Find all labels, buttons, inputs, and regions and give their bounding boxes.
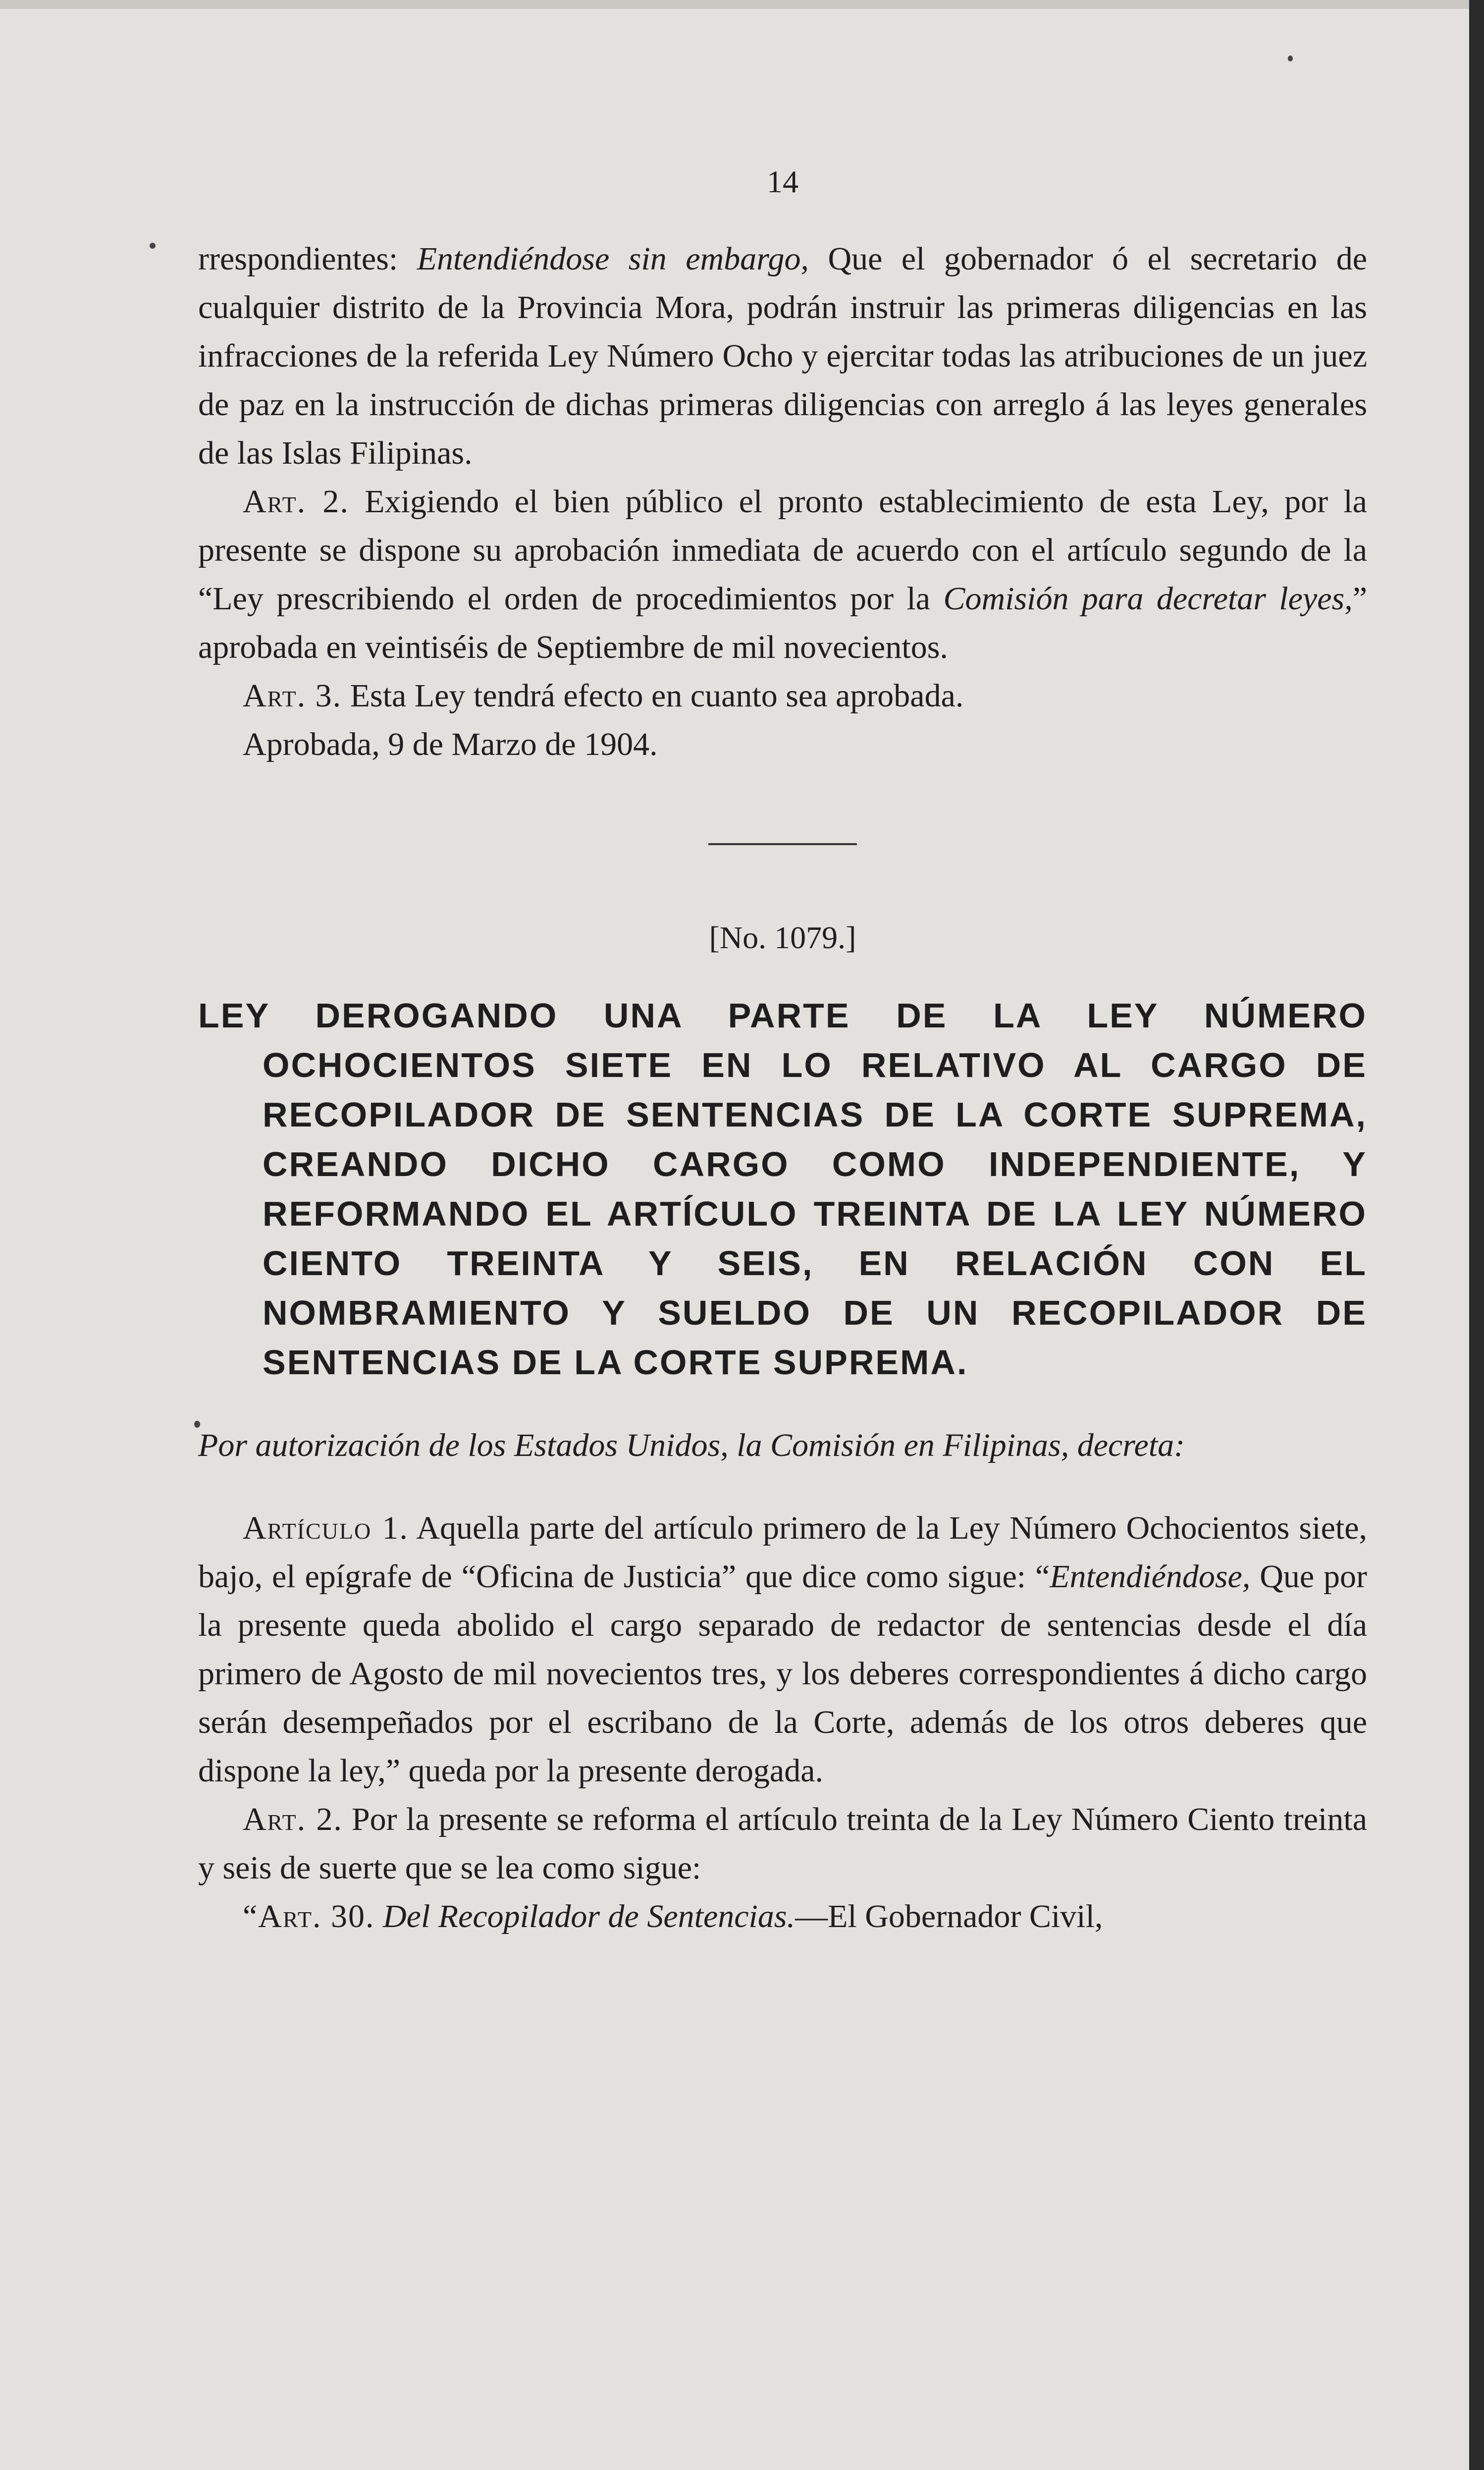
new-article-2-text: Por la presente se reforma el artículo treinta de la Ley Número Ciento treinta y seis de suerte que se lea como sigue: xyxy=(198,1801,1367,1886)
article-3-paragraph xyxy=(198,672,1367,720)
continuation-text-b: Que el gobernador ó el secretario de cualquier distrito de la Provincia Mora, podrán instruir las primeras diligencias en las infracciones de la referida Ley Número Ocho y ejercitar todas las atribuciones de un juez de paz en la instrucción de dichas primeras diligencias con arreglo á las leyes generales de las Islas Filipinas. xyxy=(198,241,1367,471)
article-2-italic: Comisión para decretar leyes, xyxy=(943,581,1353,617)
scan-speck xyxy=(1288,55,1293,61)
continuation-paragraph xyxy=(198,235,1367,478)
article-1-italic: Entendiéndose, xyxy=(1050,1558,1251,1595)
section-divider xyxy=(708,843,857,845)
article-1-label: Artículo 1. xyxy=(243,1510,409,1546)
article-3-text: Esta Ley tendrá efecto en cuanto sea aprobada. xyxy=(342,678,964,714)
law-title: LEY DEROGANDO UNA PARTE DE LA LEY NÚMERO OCHOCIENTOS SIETE EN LO RELATIVO AL CARGO DE RECOPILADOR DE SENTENCIAS DE LA CORTE SUPREMA, CREANDO DICHO CARGO COMO INDEPENDIENTE, Y REFORMANDO EL ARTÍCULO TREINTA DE LA LEY NÚMERO CIENTO TREINTA Y SEIS, EN RELACIÓN CON EL NOMBRAMIENTO Y SUELDO DE UN RECOPILADOR DE SENTENCIAS DE LA CORTE SUPREMA. xyxy=(198,996,1367,1382)
article-2-text-b: ” aprobada en veintiséis de Septiembre de mil novecientos. xyxy=(198,581,1367,665)
article-2-label: Art. 2. xyxy=(243,483,349,520)
decree-clause: Por autorización de los Estados Unidos, la Comisión en Filipinas, decreta: xyxy=(198,1427,1185,1463)
article-1-text-a: Aquella parte del artículo primero de la Ley Número Ochocientos siete, bajo, el epígrafe de “Oficina de Justicia” que dice como sigue: “ xyxy=(198,1510,1367,1595)
scan-speck xyxy=(150,243,156,249)
article-30-heading: Del Recopilador de Sentencias. xyxy=(382,1898,795,1934)
law-number: [No. 1079.] xyxy=(709,920,856,955)
continuation-italic: Entendiéndose sin embargo, xyxy=(417,241,809,277)
new-article-2-paragraph xyxy=(198,1795,1367,1892)
scan-top-edge xyxy=(0,0,1484,9)
article-3-label: Art. 3. xyxy=(243,678,342,714)
article-1-paragraph xyxy=(198,1504,1367,1795)
article-30-text: —El Gobernador Civil, xyxy=(795,1898,1103,1934)
scan-right-edge xyxy=(1469,0,1484,2470)
article-1-text-b: Que por la presente queda abolido el cargo separado de redactor de sentencias desde el día primero de Agosto de mil novecientos tres, y los deberes correspondientes á dicho cargo serán desempeñados por el escribano de la Corte, además de los otros deberes que dispone la ley,” queda por la presente derogada. xyxy=(198,1558,1368,1789)
continuation-text-a: rrespondientes: xyxy=(198,241,417,277)
document-page xyxy=(198,163,1367,1941)
article-2-text-a: Exigiendo el bien público el pronto establecimiento de esta Ley, por la presente se dispone su aprobación inmediata de acuerdo con el artículo segundo de la “Ley prescribiendo el orden de procedimientos por la xyxy=(198,483,1367,617)
article-30-paragraph xyxy=(198,1892,1367,1941)
approval-date: Aprobada, 9 de Marzo de 1904. xyxy=(243,726,658,762)
article-30-label: “Art. 30. xyxy=(243,1898,375,1934)
new-article-2-label: Art. 2. xyxy=(243,1801,343,1837)
page-number: 14 xyxy=(767,164,798,199)
article-2-paragraph xyxy=(198,478,1367,672)
